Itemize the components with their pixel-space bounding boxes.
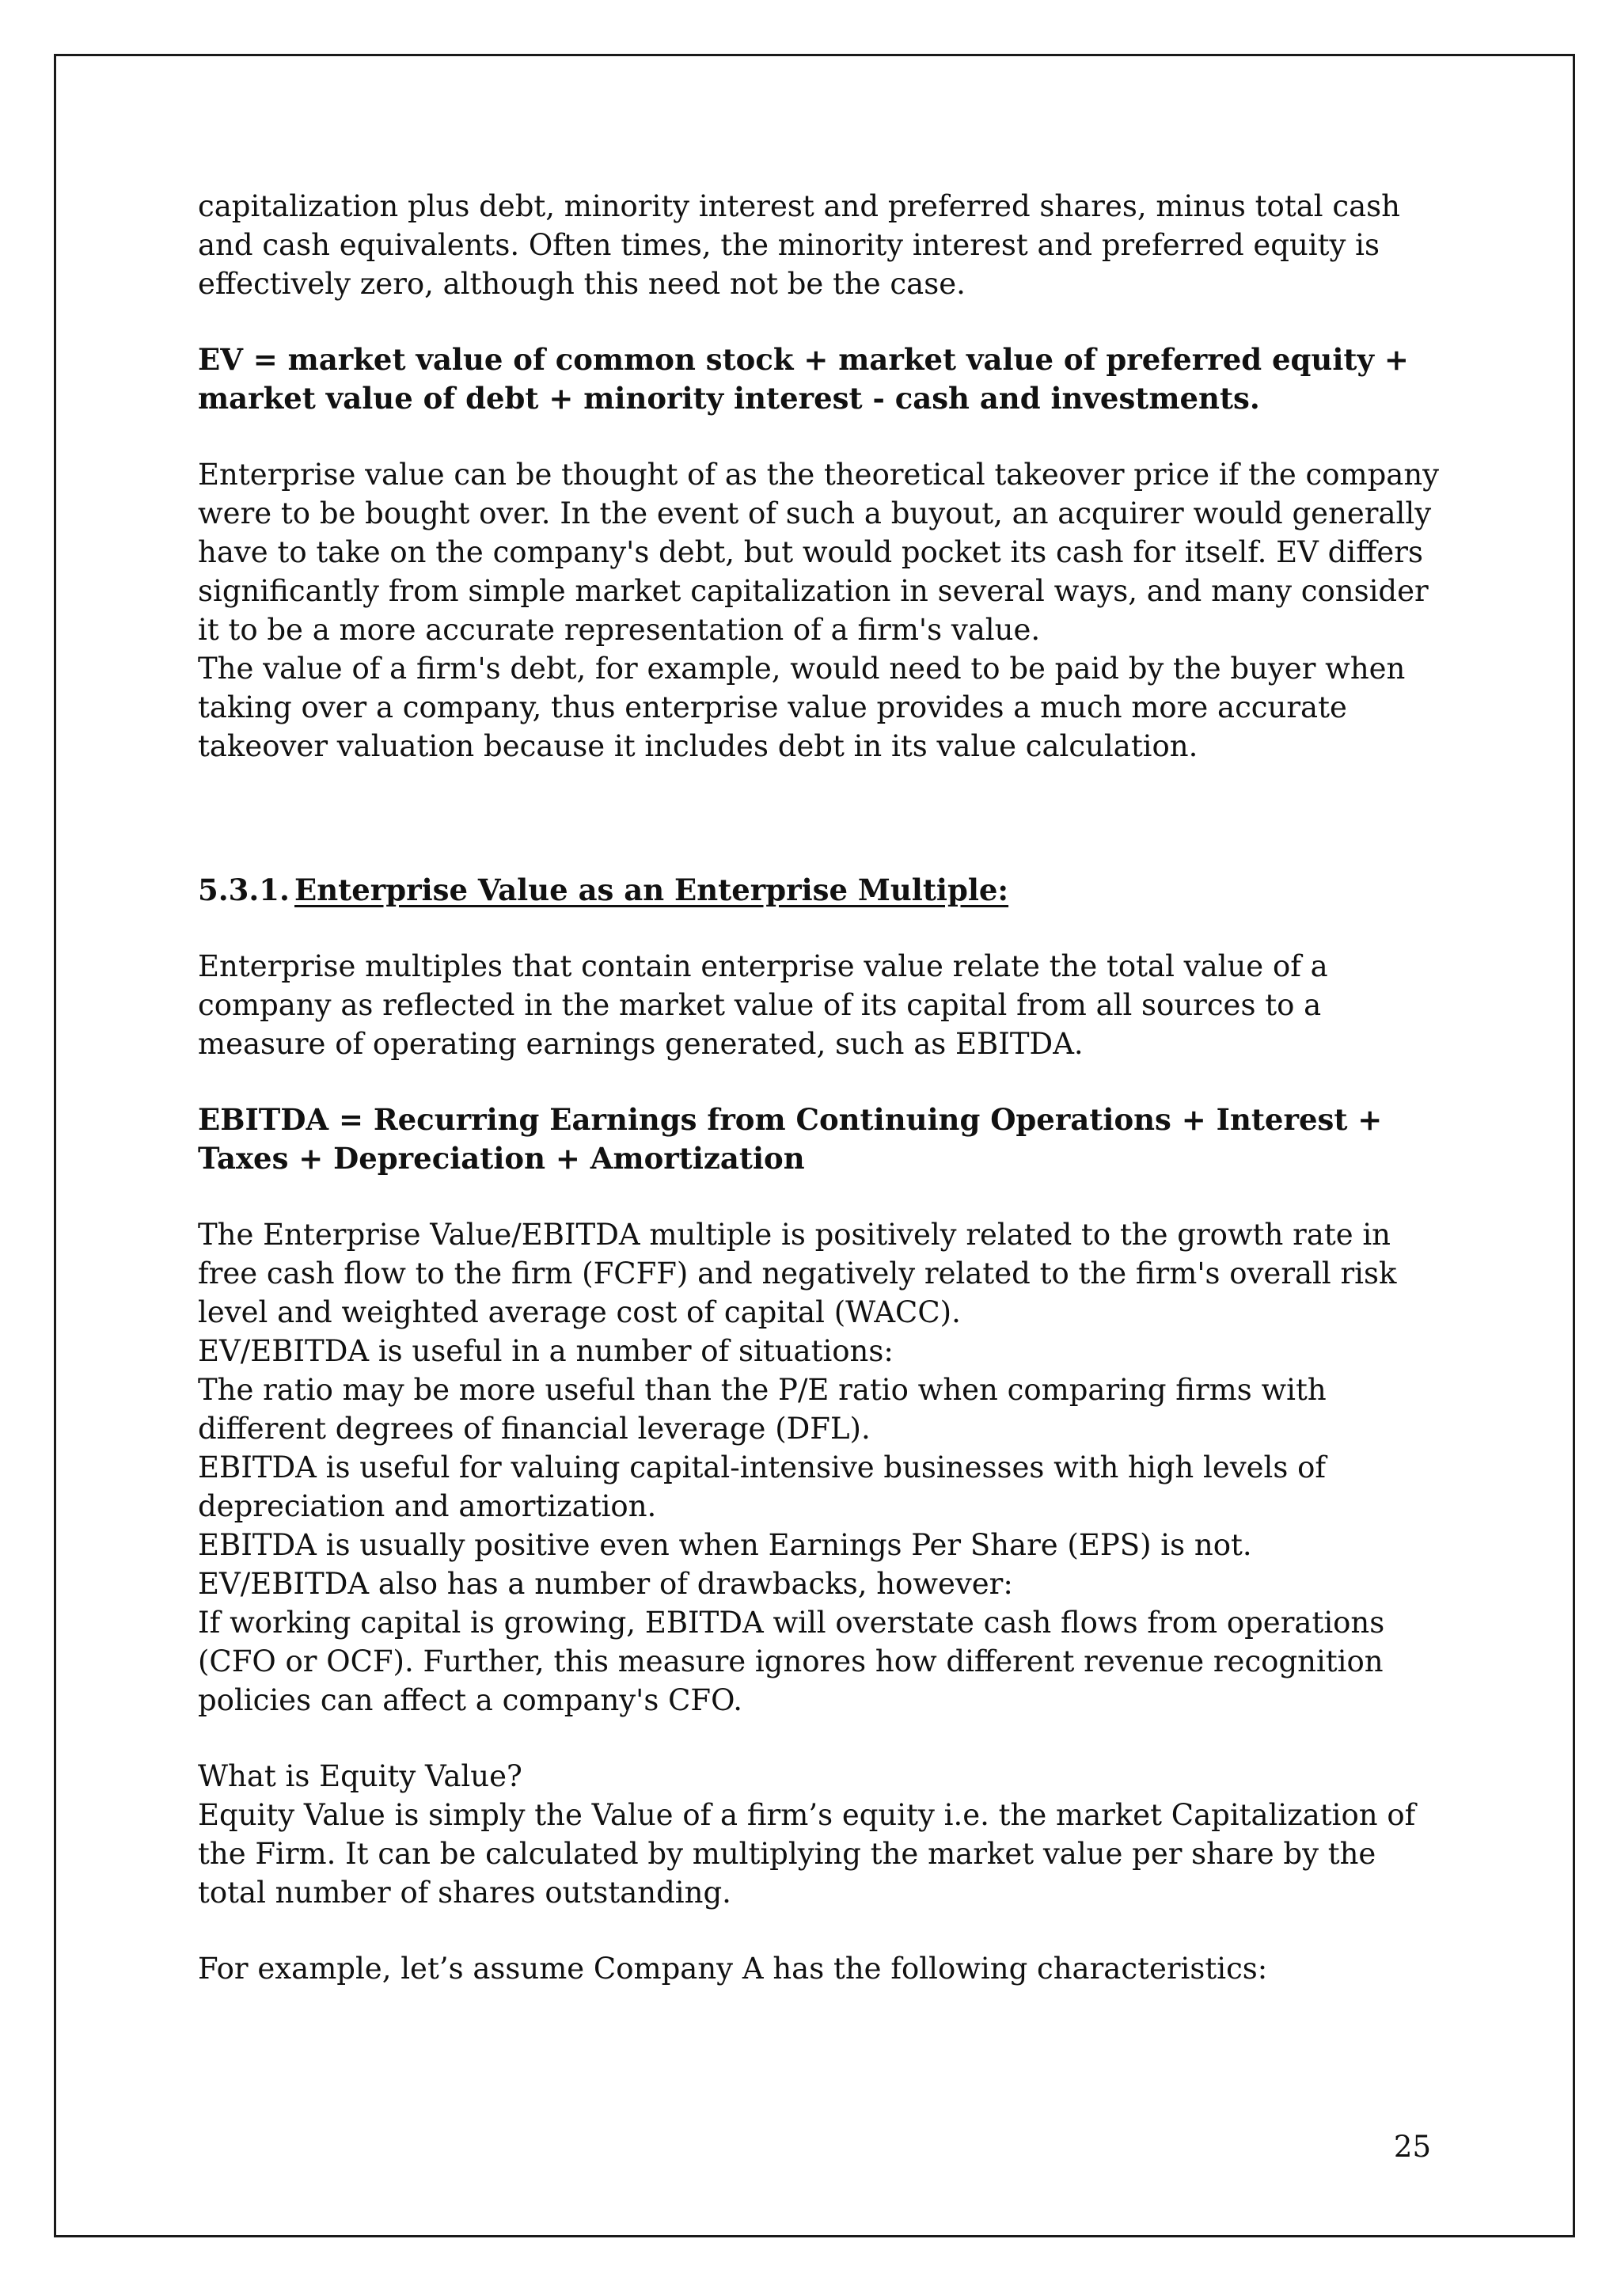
paragraph-equity-value: Equity Value is simply the Value of a firm’s equity i.e. the market Capitalization of the Firm. It can be calculated by multiplying the market value per share by the total number of shares outstanding. (198, 1798, 1416, 1910)
paragraph-eps: EBITDA is usually positive even when Earnings Per Share (EPS) is not. (198, 1528, 1252, 1562)
paragraph-pe-ratio: The ratio may be more useful than the P/E ratio when comparing firms with different degrees of financial leverage (DFL). (198, 1373, 1327, 1446)
page-number: 25 (1393, 2130, 1431, 2164)
paragraph-debt: The value of a firm's debt, for example, would need to be paid by the buyer when taking over a company, thus enterprise value provides a much more accurate takeover valuation because it includes debt in its value calculation. (198, 652, 1406, 763)
page-content (198, 187, 1448, 1988)
paragraph-drawbacks: EV/EBITDA also has a number of drawbacks, however: (198, 1567, 1013, 1601)
paragraph-ev-ebitda: The Enterprise Value/EBITDA multiple is positively related to the growth rate in free cash flow to the firm (FCFF) and negatively related to the firm's overall risk level and weighted average cost of capital (WACC). (198, 1218, 1397, 1329)
paragraph-situations: EV/EBITDA is useful in a number of situations: (198, 1334, 894, 1368)
paragraph-example: For example, let’s assume Company A has the following characteristics: (198, 1952, 1268, 1986)
paragraph-takeover: Enterprise value can be thought of as the theoretical takeover price if the company were to be bought over. In the event of such a buyout, an acquirer would generally have to take on the company's debt, but would pocket its cash for itself. EV differs significantly from simple market capitalization in several ways, and many consider it to be a more accurate representation of a firm's value. (198, 458, 1440, 647)
formula-ebitda: EBITDA = Recurring Earnings from Continuing Operations + Interest + Taxes + Depreciation + Amortization (198, 1102, 1383, 1176)
section-heading (198, 871, 1448, 910)
formula-ev: EV = market value of common stock + market value of preferred equity + market value of debt + minority interest - cash and investments. (198, 342, 1409, 416)
paragraph-market-cap: capitalization plus debt, minority interest and preferred shares, minus total cash and cash equivalents. Often times, the minority interest and preferred equity is effectively zero, although this need not be the case. (198, 189, 1400, 301)
paragraph-capital-intensive: EBITDA is useful for valuing capital-intensive businesses with high levels of depreciation and amortization. (198, 1450, 1327, 1523)
question-equity-value: What is Equity Value? (198, 1759, 522, 1793)
section-title: Enterprise Value as an Enterprise Multiple: (294, 872, 1009, 907)
paragraph-enterprise-multiples: Enterprise multiples that contain enterprise value relate the total value of a company as reflected in the market value of its capital from all sources to a measure of operating earnings generated, such as EBITDA. (198, 949, 1328, 1061)
section-number: 5.3.1. (198, 872, 290, 907)
paragraph-working-capital: If working capital is growing, EBITDA will overstate cash flows from operations (CFO or OCF). Further, this measure ignores how different revenue recognition policies can affect a company's CFO. (198, 1606, 1385, 1717)
